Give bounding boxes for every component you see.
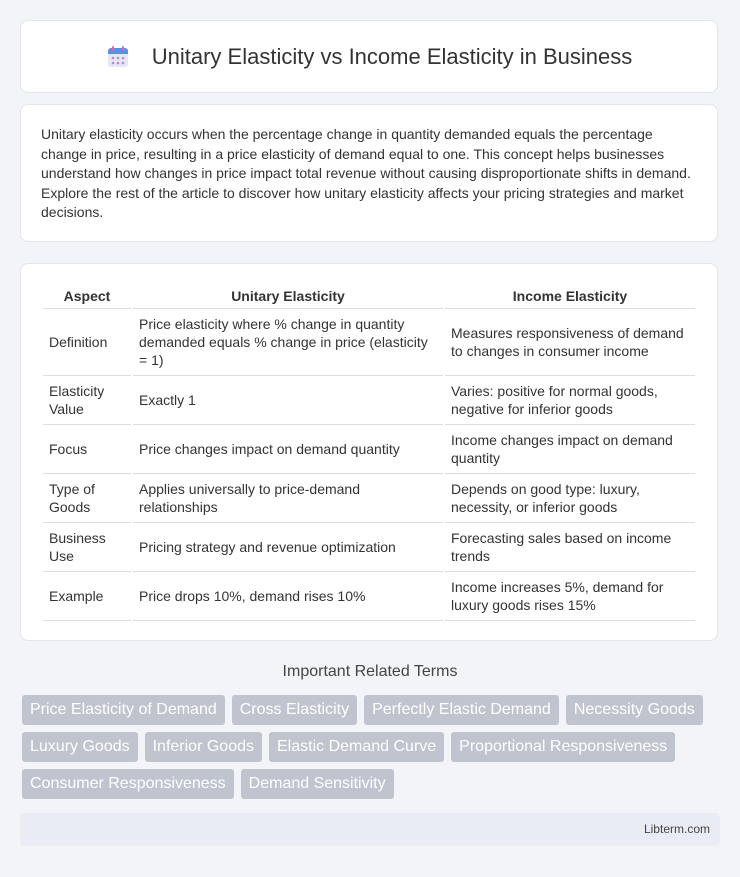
table-cell: Varies: positive for normal goods, negative for inferior goods: [445, 376, 695, 425]
table-cell: Depends on good type: luxury, necessity, or inferior goods: [445, 474, 695, 523]
footer-link[interactable]: Libterm.com: [643, 822, 710, 836]
footer: [20, 813, 720, 846]
table-cell: Price elasticity where % change in quantity demanded equals % change in price (elasticity = 1): [133, 309, 443, 376]
related-terms-list: [22, 695, 722, 799]
table-cell: Forecasting sales based on income trends: [445, 523, 695, 572]
table-header: Unitary Elasticity: [133, 284, 443, 309]
table-header: Income Elasticity: [445, 284, 695, 309]
calendar-icon: [106, 45, 130, 69]
table-cell: Example: [43, 572, 131, 621]
term-tag[interactable]: Proportional Responsiveness: [451, 732, 675, 762]
table-cell: Definition: [43, 309, 131, 376]
table-header: Aspect: [43, 284, 131, 309]
table-cell: Price drops 10%, demand rises 10%: [133, 572, 443, 621]
table-cell: Type of Goods: [43, 474, 131, 523]
term-tag[interactable]: Luxury Goods: [22, 732, 138, 762]
table-cell: Measures responsiveness of demand to changes in consumer income: [445, 309, 695, 376]
table-cell: Income increases 5%, demand for luxury goods rises 15%: [445, 572, 695, 621]
intro-text: Unitary elasticity occurs when the percentage change in quantity demanded equals the percentage change in price, resulting in a price elasticity of demand equal to one. This concept helps businesses understand how changes in price impact total revenue without causing disproportionate shifts in demand. Explore the rest of the article to discover how unitary elasticity affects your pricing strategies and market decisions.: [41, 126, 691, 221]
term-tag[interactable]: Demand Sensitivity: [241, 769, 394, 799]
table-row: [43, 572, 695, 621]
table-row: [43, 425, 695, 474]
term-tag[interactable]: Perfectly Elastic Demand: [364, 695, 559, 725]
term-tag[interactable]: Elastic Demand Curve: [269, 732, 444, 762]
term-tag[interactable]: Necessity Goods: [566, 695, 703, 725]
table-cell: Business Use: [43, 523, 131, 572]
related-terms-title: Important Related Terms: [282, 663, 458, 680]
comparison-table-card: [20, 263, 718, 641]
table-cell: Income changes impact on demand quantity: [445, 425, 695, 474]
table-cell: Elasticity Value: [43, 376, 131, 425]
table-cell: Exactly 1: [133, 376, 443, 425]
table-row: [43, 523, 695, 572]
table-header-row: [43, 284, 695, 309]
table-row: [43, 474, 695, 523]
table-cell: Pricing strategy and revenue optimization: [133, 523, 443, 572]
table-row: [43, 309, 695, 376]
term-tag[interactable]: Inferior Goods: [145, 732, 262, 762]
term-tag[interactable]: Price Elasticity of Demand: [22, 695, 225, 725]
term-tag[interactable]: Cross Elasticity: [232, 695, 357, 725]
page-title: Unitary Elasticity vs Income Elasticity in Business: [151, 43, 633, 69]
intro-card: [20, 104, 718, 242]
comparison-table: [41, 284, 697, 621]
table-cell: Applies universally to price-demand relationships: [133, 474, 443, 523]
term-tag[interactable]: Consumer Responsiveness: [22, 769, 234, 799]
header-card: [20, 20, 718, 93]
table-row: [43, 376, 695, 425]
table-cell: Focus: [43, 425, 131, 474]
table-cell: Price changes impact on demand quantity: [133, 425, 443, 474]
